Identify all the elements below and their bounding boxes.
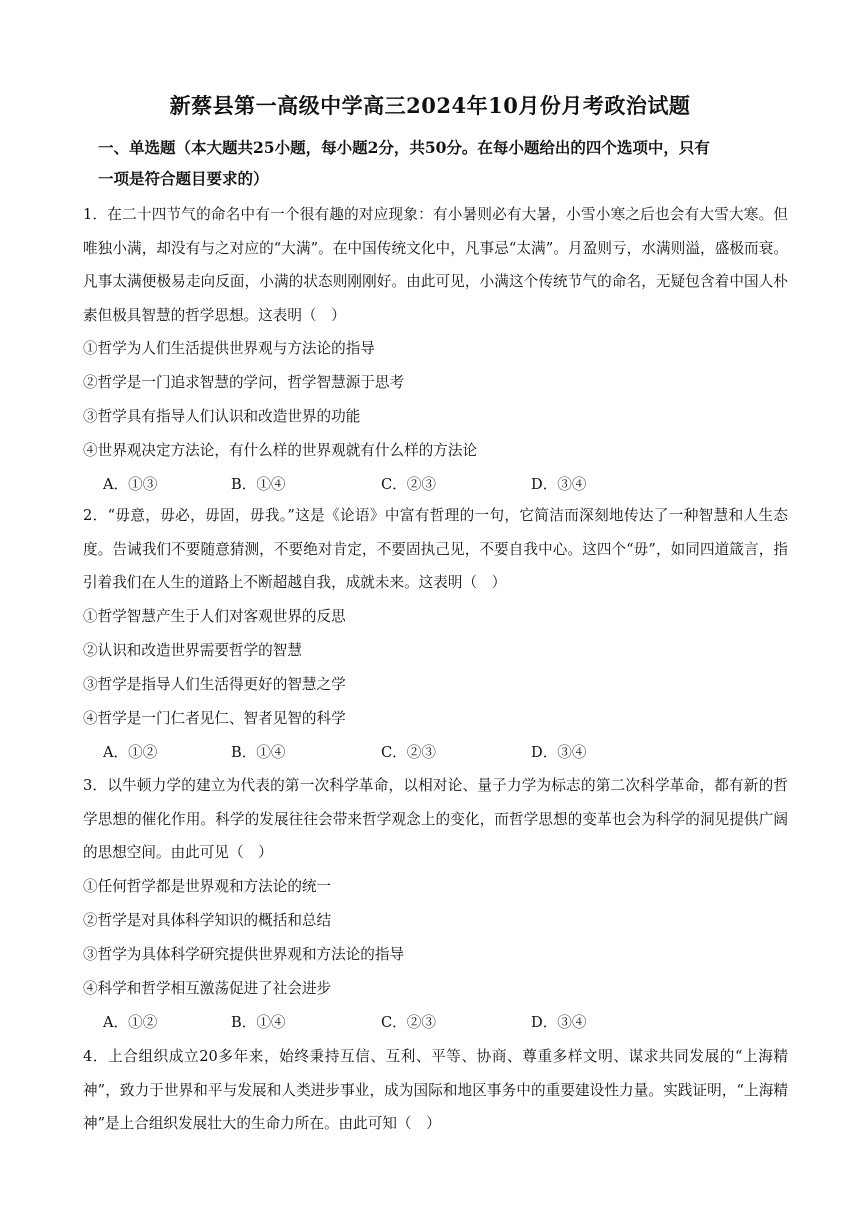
statement-2: ②哲学是一门追求智慧的学问，哲学智慧源于思考	[83, 374, 405, 391]
question-stem: 2．“毋意，毋必，毋固，毋我。”这是《论语》中富有哲理的一句，它简洁而深刻地传达了一种智慧和人生态度。告诫我们不要随意猜测，不要绝对肯定，不要固执己见，不要自我中心。这四个“毋”，如同四道箴言，指引着我们在人生的道路上不断超越自我，成就未来。这表明（ ）	[83, 507, 788, 591]
statement-4: ④科学和哲学相互激荡促进了社会进步	[83, 979, 332, 997]
statement-1: ①哲学为人们生活提供世界观与方法论的指导	[83, 340, 375, 357]
option-a[interactable]: A．①②	[103, 1013, 158, 1031]
question-1	[83, 198, 788, 502]
statement-3: ③哲学具有指导人们认识和改造世界的功能	[83, 408, 361, 425]
statement-3: ③哲学是指导人们生活得更好的智慧之学	[83, 675, 346, 693]
option-a[interactable]: A．①②	[103, 743, 158, 761]
section-heading	[98, 132, 788, 194]
question-3	[83, 769, 788, 1040]
option-c[interactable]: C．②③	[381, 476, 436, 493]
option-d[interactable]: D．③④	[531, 743, 587, 761]
question-stem: 4．上合组织成立20多年来，始终秉持互信、互利、平等、协商、尊重多样文明、谋求共同发展的“上海精神”，致力于世界和平与发展和人类进步事业，成为国际和地区事务中的重要建设性力量。实践证明，“上海精神”是上合组织发展壮大的生命力所在。由此可知（ ）	[83, 1048, 788, 1132]
option-c[interactable]: C．②③	[381, 1013, 436, 1031]
question-stem: 1．在二十四节气的命名中有一个很有趣的对应现象：有小暑则必有大暑，小雪小寒之后也会有大雪大寒。但唯独小满，却没有与之对应的“大满”。在中国传统文化中，凡事忌“太满”。月盈则亏，水满则溢，盛极而衰。凡事太满便极易走向反面，小满的状态则刚刚好。由此可见，小满这个传统节气的命名，无疑包含着中国人朴素但极具智慧的哲学思想。这表明（ ）	[83, 206, 788, 324]
statement-4: ④哲学是一门仁者见仁、智者见智的科学	[83, 709, 346, 727]
question-stem: 3．以牛顿力学的建立为代表的第一次科学革命，以相对论、量子力学为标志的第二次科学革命，都有新的哲学思想的催化作用。科学的发展往往会带来哲学观念上的变化，而哲学思想的变革也会为科学的洞见提供广阔的思想空间。由此可见（ ）	[83, 777, 788, 861]
option-d[interactable]: D．③④	[531, 476, 587, 493]
answer-options	[83, 736, 788, 770]
section-heading-line2: 一项是符合题目要求的）	[98, 169, 269, 188]
option-a[interactable]: A．①③	[103, 476, 158, 493]
option-b[interactable]: B．①④	[231, 1013, 286, 1031]
statement-4: ④世界观决定方法论，有什么样的世界观就有什么样的方法论	[83, 442, 478, 459]
exam-title: 新蔡县第一高级中学高三2024年10月份月考政治试题	[169, 93, 691, 118]
answer-options	[83, 1006, 788, 1040]
option-c[interactable]: C．②③	[381, 743, 436, 761]
statement-1: ①任何哲学都是世界观和方法论的统一	[83, 877, 332, 895]
statement-2: ②认识和改造世界需要哲学的智慧	[83, 641, 302, 659]
option-b[interactable]: B．①④	[231, 476, 286, 493]
statement-1: ①哲学智慧产生于人们对客观世界的反思	[83, 607, 346, 625]
question-2	[83, 499, 788, 770]
statement-3: ③哲学为具体科学研究提供世界观和方法论的指导	[83, 945, 405, 963]
section-heading-line1: 一、单选题（本大题共25小题，每小题2分，共50分。在每小题给出的四个选项中，只有	[98, 138, 710, 157]
option-d[interactable]: D．③④	[531, 1013, 587, 1031]
answer-options	[83, 468, 788, 502]
question-4	[83, 1040, 788, 1141]
statement-2: ②哲学是对具体科学知识的概括和总结	[83, 911, 332, 929]
option-b[interactable]: B．①④	[231, 743, 286, 761]
